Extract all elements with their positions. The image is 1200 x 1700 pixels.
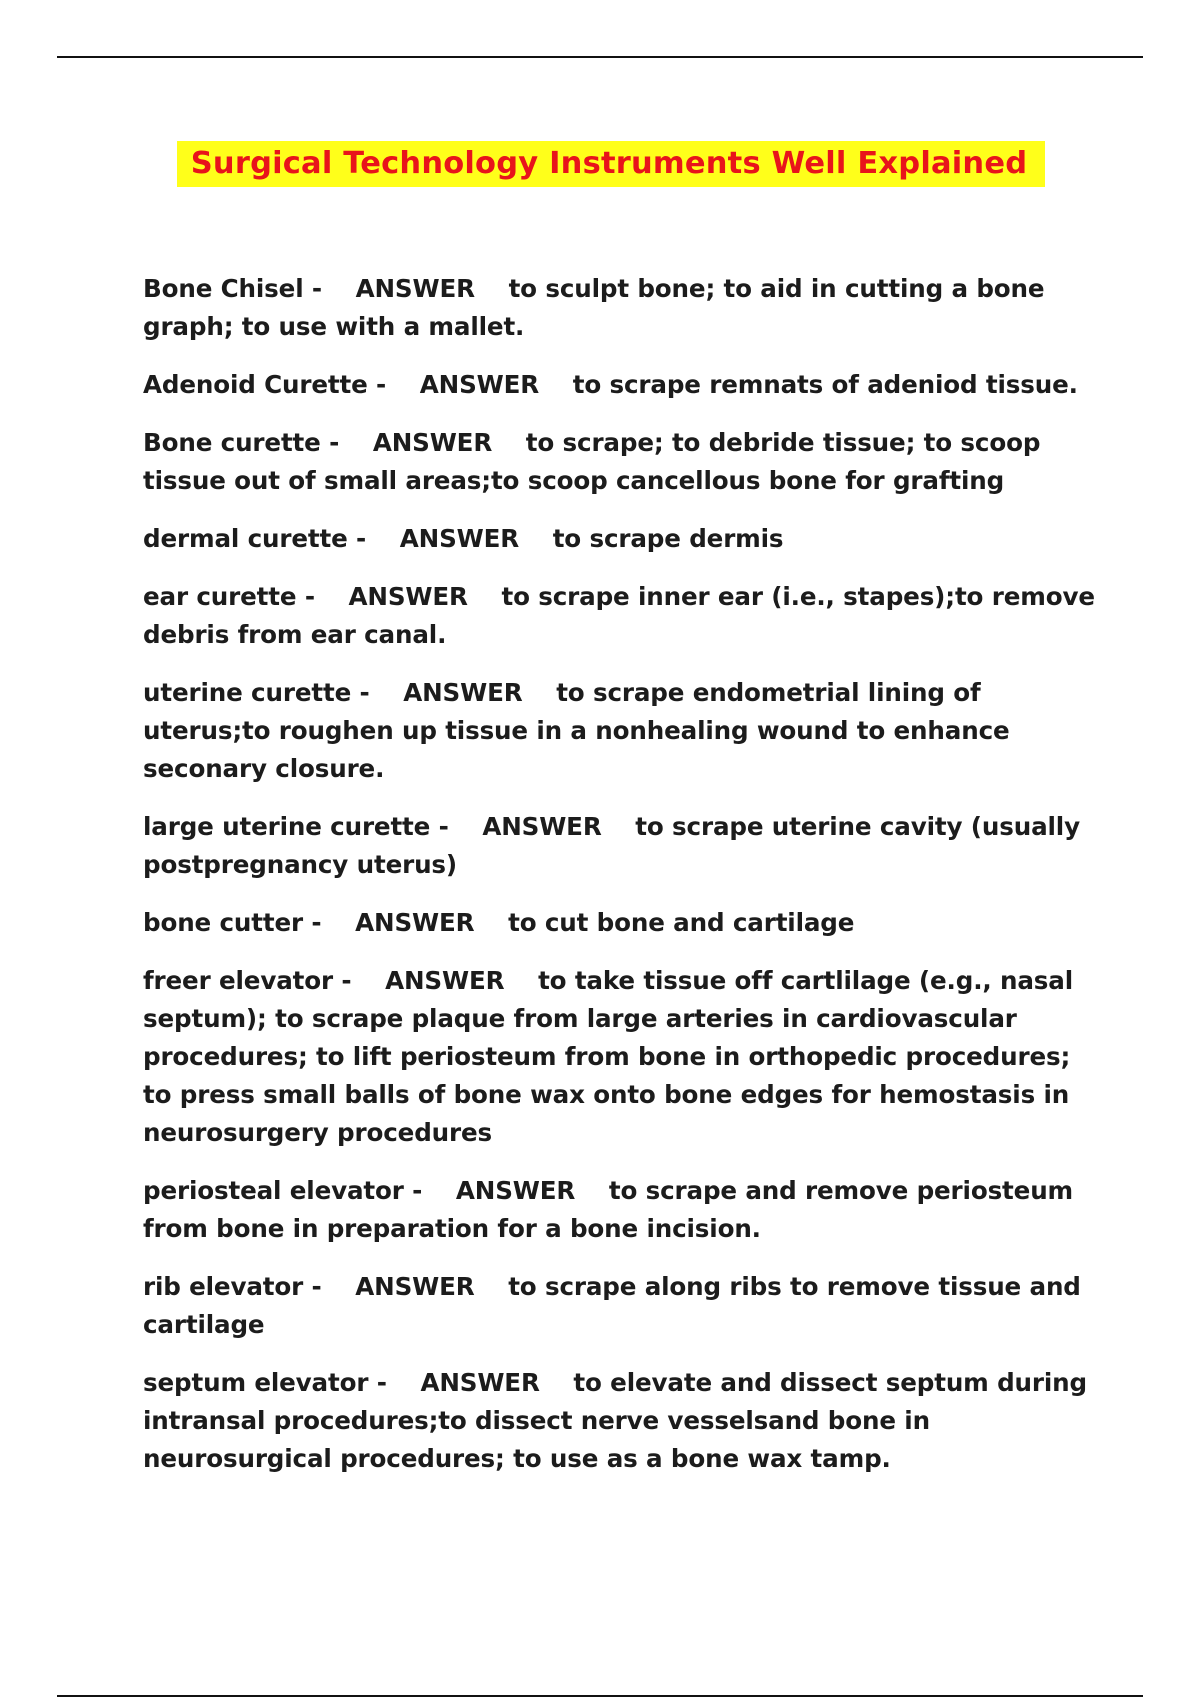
entry-label: ANSWER — [348, 582, 468, 611]
list-item — [143, 962, 1098, 1152]
separator: - — [347, 524, 400, 553]
separator: - — [303, 1272, 356, 1301]
entry-label: ANSWER — [385, 966, 505, 995]
entry-definition: to scrape and remove periosteum from bone in preparation for a bone incision. — [143, 1176, 1082, 1243]
separator: - — [296, 582, 349, 611]
separator — [492, 428, 526, 457]
entry-definition: to take tissue off cartlilage (e.g., nasal septum); to scrape plaque from large arteries in cardiovascular procedures; to lift periosteum from bone in orthopedic procedures; to press small balls of bone wax onto bone edges for hemostasis in neurosurgery procedures — [143, 966, 1082, 1147]
entry-definition: to sculpt bone; to aid in cutting a bone graph; to use with a mallet. — [143, 274, 1053, 341]
document-title: Surgical Technology Instruments Well Explained — [177, 141, 1046, 187]
list-item — [143, 520, 1098, 558]
list-item — [143, 578, 1104, 654]
entry-label: ANSWER — [420, 1368, 540, 1397]
entry-definition: to scrape; to debride tissue; to scoop tissue out of small areas;to scoop cancellous bone for grafting — [143, 428, 1049, 495]
separator: - — [303, 908, 356, 937]
entry-label: ANSWER — [355, 1272, 475, 1301]
entry-definition: to scrape remnats of adeniod tissue. — [572, 370, 1078, 399]
entry-definition: to elevate and dissect septum during intransal procedures;to dissect nerve vesselsand bone in neurosurgical procedures; to use as a bone wax tamp. — [143, 1368, 1096, 1473]
title-container — [0, 141, 1200, 187]
entry-label: ANSWER — [403, 678, 523, 707]
entry-term: uterine curette — [143, 678, 352, 707]
entry-term: septum elevator — [143, 1368, 369, 1397]
entry-label: ANSWER — [455, 1176, 576, 1205]
separator — [475, 274, 509, 303]
separator: - — [332, 966, 386, 995]
separator: - — [351, 678, 404, 707]
list-item — [143, 270, 1098, 346]
separator — [519, 524, 553, 553]
entry-list — [143, 270, 1104, 1498]
entry-label: ANSWER — [482, 812, 602, 841]
entry-term: rib elevator — [143, 1272, 304, 1301]
separator: - — [368, 1368, 421, 1397]
entry-term: periosteal elevator — [143, 1176, 404, 1205]
entry-label: ANSWER — [355, 908, 475, 937]
list-item — [143, 424, 1098, 500]
entry-definition: to scrape dermis — [552, 524, 784, 553]
list-item — [143, 1172, 1098, 1248]
entry-term: dermal curette — [143, 524, 348, 553]
entry-definition: to scrape inner ear (i.e., stapes);to remove debris from ear canal. — [143, 582, 1104, 649]
list-item — [143, 674, 1098, 788]
separator: - — [403, 1176, 456, 1205]
entry-term: Bone Chisel — [143, 274, 304, 303]
entry-term: ear curette — [143, 582, 297, 611]
separator — [468, 582, 502, 611]
separator: - — [367, 370, 420, 399]
entry-term: bone cutter — [143, 908, 304, 937]
separator — [602, 812, 636, 841]
separator — [504, 966, 538, 995]
top-rule — [57, 56, 1143, 58]
separator — [575, 1176, 609, 1205]
separator — [539, 370, 573, 399]
list-item — [143, 1268, 1098, 1344]
entry-label: ANSWER — [355, 274, 475, 303]
entry-term: large uterine curette — [143, 812, 431, 841]
separator — [523, 678, 557, 707]
entry-label: ANSWER — [372, 428, 493, 457]
separator: - — [430, 812, 483, 841]
entry-definition: to scrape along ribs to remove tissue and cartilage — [143, 1272, 1090, 1339]
entry-definition: to scrape endometrial lining of uterus;to roughen up tissue in a nonhealing wound to enhance seconary closure. — [143, 678, 1018, 783]
separator — [475, 1272, 509, 1301]
bottom-rule — [57, 1695, 1143, 1697]
entry-label: ANSWER — [419, 370, 540, 399]
list-item — [143, 1364, 1098, 1478]
entry-definition: to cut bone and cartilage — [508, 908, 855, 937]
list-item — [143, 366, 1098, 404]
separator — [474, 908, 508, 937]
entry-term: Adenoid Curette — [143, 370, 368, 399]
separator — [540, 1368, 574, 1397]
entry-definition: to scrape uterine cavity (usually postpregnancy uterus) — [143, 812, 1089, 879]
separator: - — [303, 274, 356, 303]
entry-term: Bone curette — [143, 428, 321, 457]
list-item — [143, 904, 1098, 942]
separator: - — [320, 428, 373, 457]
entry-term: freer elevator — [143, 966, 333, 995]
entry-label: ANSWER — [399, 524, 520, 553]
list-item — [143, 808, 1098, 884]
